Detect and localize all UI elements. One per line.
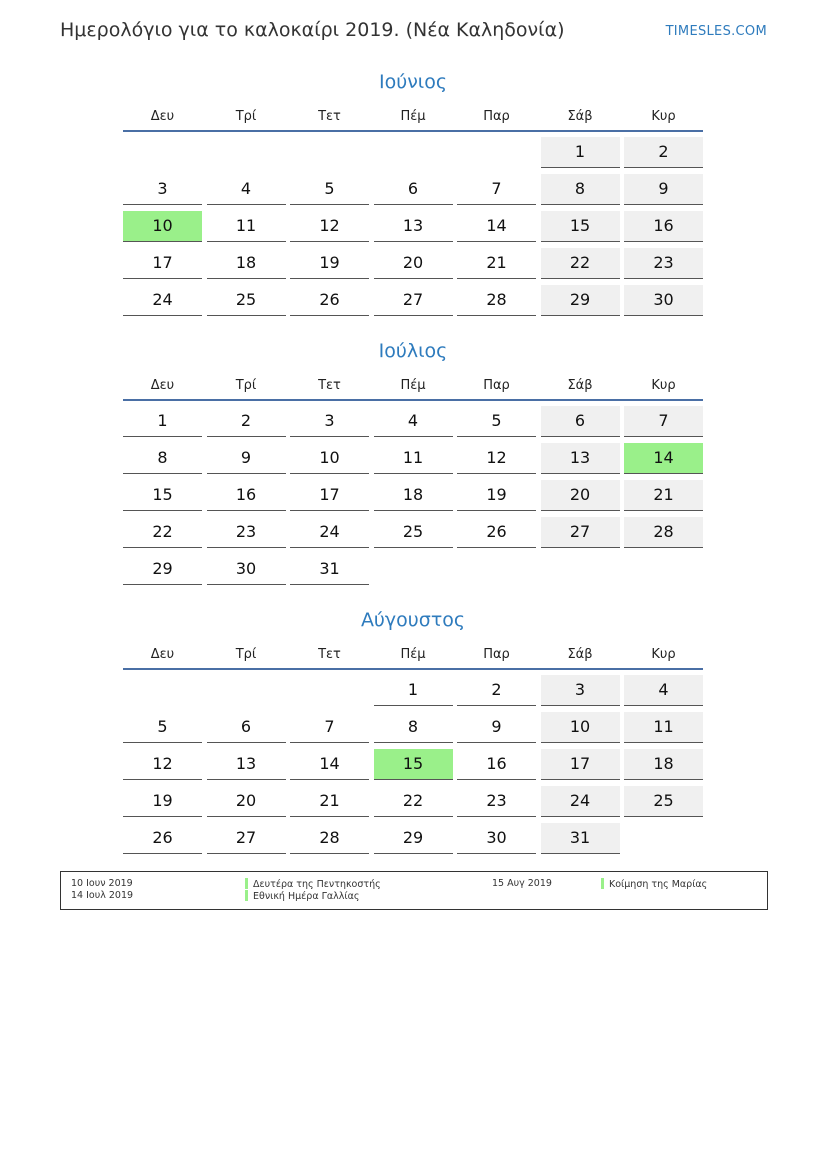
- day-cell: 11: [374, 443, 453, 474]
- weekday-header: [123, 373, 703, 401]
- weekday-label: Δευ: [150, 109, 175, 124]
- day-cell: 18: [207, 248, 286, 279]
- day-cell: 19: [123, 786, 202, 817]
- day-cell: 18: [374, 480, 453, 511]
- weekday-label: Τρί: [235, 647, 257, 662]
- empty-cell: [123, 137, 202, 167]
- day-cell: 20: [541, 480, 620, 511]
- weekday-header: [123, 104, 703, 132]
- day-cell: 6: [374, 174, 453, 205]
- day-cell: 23: [457, 786, 536, 817]
- day-cell: 13: [207, 749, 286, 780]
- day-cell: 19: [290, 248, 369, 279]
- day-cell: 14: [290, 749, 369, 780]
- day-cell: 24: [541, 786, 620, 817]
- day-cell: 27: [207, 823, 286, 854]
- day-cell: 19: [457, 480, 536, 511]
- day-cell: 8: [541, 174, 620, 205]
- days-grid: [123, 137, 703, 316]
- day-cell: 3: [541, 675, 620, 706]
- day-cell: 7: [624, 406, 703, 437]
- day-cell: 15: [541, 211, 620, 242]
- month-august: [123, 606, 703, 854]
- day-cell: 28: [457, 285, 536, 316]
- day-cell: 20: [374, 248, 453, 279]
- day-cell: 4: [207, 174, 286, 205]
- day-cell: 31: [541, 823, 620, 854]
- empty-cell: [207, 675, 286, 705]
- day-cell: 24: [123, 285, 202, 316]
- empty-cell: [290, 137, 369, 167]
- day-cell: 28: [290, 823, 369, 854]
- page-title: Ημερολόγιο για το καλοκαίρι 2019. (Νέα Καληδονία): [60, 19, 565, 41]
- holiday-marker: [245, 878, 248, 889]
- day-cell: 30: [624, 285, 703, 316]
- month-title: Ιούνιος: [378, 71, 448, 93]
- legend-name: Κοίμηση της Μαρίας: [609, 879, 708, 890]
- weekday-label: Τετ: [318, 109, 341, 124]
- day-cell: 5: [290, 174, 369, 205]
- weekday-header: [123, 642, 703, 670]
- day-cell: 17: [123, 248, 202, 279]
- day-cell: 12: [123, 749, 202, 780]
- legend-date: 10 Ιουν 2019: [71, 878, 133, 889]
- weekday-label: Κυρ: [651, 378, 676, 393]
- empty-cell: [457, 137, 536, 167]
- day-cell: 15: [123, 480, 202, 511]
- day-cell: 30: [207, 554, 286, 585]
- day-cell: 2: [457, 675, 536, 706]
- day-cell: 2: [624, 137, 703, 168]
- legend-entry: [601, 878, 707, 891]
- weekday-label: Τετ: [318, 378, 341, 393]
- weekday-label: Τρί: [235, 378, 257, 393]
- holiday-day-cell: 14: [624, 443, 703, 474]
- day-cell: 5: [123, 712, 202, 743]
- weekday-label: Παρ: [483, 378, 510, 393]
- day-cell: 13: [374, 211, 453, 242]
- holiday-day-cell: 10: [123, 211, 202, 242]
- weekday-label: Πέμ: [400, 378, 426, 393]
- day-cell: 20: [207, 786, 286, 817]
- days-grid: [123, 675, 703, 854]
- legend-name: Δευτέρα της Πεντηκοστής: [253, 879, 381, 890]
- empty-cell: [123, 675, 202, 705]
- day-cell: 23: [624, 248, 703, 279]
- weekday-label: Πέμ: [400, 647, 426, 662]
- brand-logo[interactable]: TIMESLES.COM: [665, 24, 767, 39]
- day-cell: 9: [207, 443, 286, 474]
- day-cell: 10: [541, 712, 620, 743]
- day-cell: 26: [457, 517, 536, 548]
- weekday-label: Δευ: [150, 378, 175, 393]
- legend-entry: [245, 890, 359, 903]
- weekday-label: Πέμ: [400, 109, 426, 124]
- day-cell: 31: [290, 554, 369, 585]
- weekday-label: Σάβ: [567, 109, 593, 124]
- day-cell: 10: [290, 443, 369, 474]
- day-cell: 12: [290, 211, 369, 242]
- weekday-label: Κυρ: [651, 647, 676, 662]
- weekday-label: Κυρ: [651, 109, 676, 124]
- legend-date: 14 Ιουλ 2019: [71, 890, 134, 901]
- weekday-label: Σάβ: [567, 378, 593, 393]
- day-cell: 17: [290, 480, 369, 511]
- day-cell: 3: [290, 406, 369, 437]
- weekday-label: Παρ: [483, 109, 510, 124]
- day-cell: 16: [207, 480, 286, 511]
- day-cell: 1: [374, 675, 453, 706]
- day-cell: 16: [624, 211, 703, 242]
- month-july: [123, 337, 703, 585]
- day-cell: 29: [123, 554, 202, 585]
- day-cell: 16: [457, 749, 536, 780]
- day-cell: 4: [624, 675, 703, 706]
- day-cell: 22: [541, 248, 620, 279]
- day-cell: 9: [457, 712, 536, 743]
- day-cell: 9: [624, 174, 703, 205]
- legend-date: 15 Αυγ 2019: [492, 878, 552, 889]
- day-cell: 8: [123, 443, 202, 474]
- day-cell: 25: [624, 786, 703, 817]
- day-cell: 22: [374, 786, 453, 817]
- empty-cell: [290, 675, 369, 705]
- day-cell: 26: [123, 823, 202, 854]
- holiday-marker: [601, 878, 604, 889]
- weekday-label: Τρί: [235, 109, 257, 124]
- empty-cell: [374, 137, 453, 167]
- day-cell: 25: [207, 285, 286, 316]
- day-cell: 7: [290, 712, 369, 743]
- day-cell: 26: [290, 285, 369, 316]
- holiday-marker: [245, 890, 248, 901]
- day-cell: 1: [123, 406, 202, 437]
- weekday-label: Σάβ: [567, 647, 593, 662]
- day-cell: 29: [541, 285, 620, 316]
- day-cell: 11: [624, 712, 703, 743]
- weekday-label: Παρ: [483, 647, 510, 662]
- day-cell: 12: [457, 443, 536, 474]
- holiday-legend: [60, 871, 768, 910]
- day-cell: 21: [624, 480, 703, 511]
- day-cell: 1: [541, 137, 620, 168]
- day-cell: 5: [457, 406, 536, 437]
- month-june: [123, 68, 703, 316]
- day-cell: 25: [374, 517, 453, 548]
- holiday-day-cell: 15: [374, 749, 453, 780]
- month-title: Ιούλιος: [378, 340, 448, 362]
- day-cell: 3: [123, 174, 202, 205]
- day-cell: 23: [207, 517, 286, 548]
- day-cell: 27: [374, 285, 453, 316]
- day-cell: 14: [457, 211, 536, 242]
- day-cell: 7: [457, 174, 536, 205]
- day-cell: 11: [207, 211, 286, 242]
- month-title: Αύγουστος: [360, 609, 466, 631]
- day-cell: 22: [123, 517, 202, 548]
- day-cell: 6: [541, 406, 620, 437]
- day-cell: 28: [624, 517, 703, 548]
- day-cell: 29: [374, 823, 453, 854]
- day-cell: 13: [541, 443, 620, 474]
- day-cell: 2: [207, 406, 286, 437]
- day-cell: 24: [290, 517, 369, 548]
- day-cell: 27: [541, 517, 620, 548]
- legend-name: Εθνική Ημέρα Γαλλίας: [253, 891, 360, 902]
- day-cell: 4: [374, 406, 453, 437]
- weekday-label: Δευ: [150, 647, 175, 662]
- empty-cell: [207, 137, 286, 167]
- day-cell: 21: [290, 786, 369, 817]
- day-cell: 18: [624, 749, 703, 780]
- day-cell: 30: [457, 823, 536, 854]
- days-grid: [123, 406, 703, 585]
- day-cell: 21: [457, 248, 536, 279]
- day-cell: 6: [207, 712, 286, 743]
- weekday-label: Τετ: [318, 647, 341, 662]
- day-cell: 17: [541, 749, 620, 780]
- day-cell: 8: [374, 712, 453, 743]
